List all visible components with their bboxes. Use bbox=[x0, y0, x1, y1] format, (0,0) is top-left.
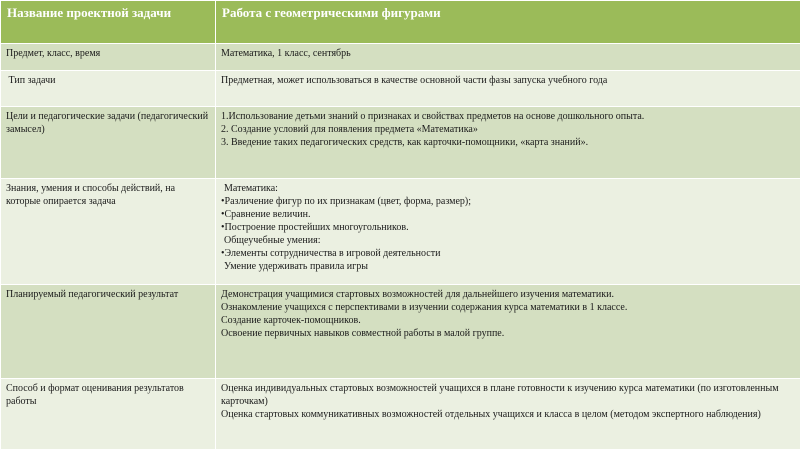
row-value bbox=[216, 179, 800, 285]
row-value-line: Математика: bbox=[224, 183, 278, 194]
row-label: Планируемый педагогический результат bbox=[1, 285, 216, 379]
header-value: Работа с геометрическими фигурами bbox=[216, 1, 800, 44]
header-label: Название проектной задачи bbox=[1, 1, 216, 44]
row-value bbox=[216, 107, 800, 179]
row-value-bullet: • Различение фигур по их признакам (цвет, форма, размер); bbox=[221, 195, 795, 208]
row-label: Знания, умения и способы действий, на которые опирается задача bbox=[1, 179, 216, 285]
row-value-line: 2. Создание условий для появления предмета «Математика» bbox=[221, 124, 478, 135]
row-value-line: Демонстрация учащимися стартовых возможностей для дальнейшего изучения математики. bbox=[221, 289, 614, 300]
row-value-line: Освоение первичных навыков совместной работы в малой группе. bbox=[221, 328, 505, 339]
table-row bbox=[1, 107, 800, 179]
row-value-line: Предметная, может использоваться в качестве основной части фазы запуска учебного года bbox=[221, 75, 608, 86]
table-row bbox=[1, 179, 800, 285]
row-label: Цели и педагогические задачи (педагогический замысел) bbox=[1, 107, 216, 179]
table-row bbox=[1, 285, 800, 379]
row-value bbox=[216, 285, 800, 379]
row-value-line: Математика, 1 класс, сентябрь bbox=[221, 48, 351, 59]
row-value-line: Оценка индивидуальных стартовых возможностей учащихся в плане готовности к изучению курса математики (по изготовленным карточкам) bbox=[221, 383, 779, 407]
row-label: Предмет, класс, время bbox=[1, 44, 216, 71]
row-label: Тип задачи bbox=[1, 71, 216, 107]
row-value-line: Умение удерживать правила игры bbox=[224, 261, 368, 272]
row-value-bullet: • Элементы сотрудничества в игровой деятельности bbox=[221, 247, 795, 260]
row-value-line: Общеучебные умения: bbox=[224, 235, 321, 246]
row-value-line: 1.Использование детьми знаний о признаках и свойствах предметов на основе дошкольного опыта. bbox=[221, 111, 645, 122]
row-value-line: 3. Введение таких педагогических средств, как карточки-помощники, «карта знаний». bbox=[221, 137, 589, 148]
row-value bbox=[216, 379, 800, 450]
row-value bbox=[216, 44, 800, 71]
row-value-bullet: • Построение простейших многоугольников. bbox=[221, 221, 795, 234]
table-row bbox=[1, 44, 800, 71]
table-row bbox=[1, 71, 800, 107]
table-row bbox=[1, 379, 800, 450]
row-value-line: Создание карточек-помощников. bbox=[221, 315, 361, 326]
row-value-line: Оценка стартовых коммуникативных возможностей отдельных учащихся и класса в целом (методом экспертного наблюдения) bbox=[221, 409, 761, 420]
row-value bbox=[216, 71, 800, 107]
row-label: Способ и формат оценивания результатов работы bbox=[1, 379, 216, 450]
row-value-bullet: • Сравнение величин. bbox=[221, 208, 795, 221]
table-header-row bbox=[1, 1, 800, 44]
row-value-line: Ознакомление учащихся с перспективами в изучении содержания курса математики в 1 классе. bbox=[221, 302, 628, 313]
